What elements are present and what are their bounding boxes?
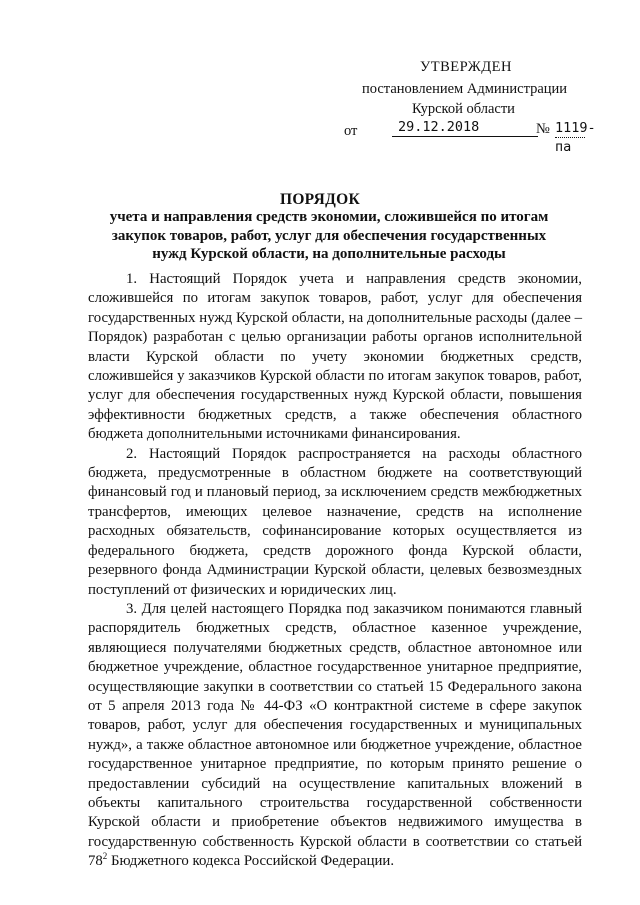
approval-number: 1119-па: [555, 120, 596, 155]
approval-date-row: [340, 118, 610, 155]
document-title: ПОРЯДОК: [279, 191, 361, 208]
document-body: [88, 270, 582, 872]
paragraph-1: 1. Настоящий Порядок учета и направления средств экономии, сложившейся по итогам закупок товаров, работ, услуг для обеспечения государственных нужд Курской области, на дополнительные расходы (далее – Порядок) разработан с целью организации работы органов исполнительной власти Курской области по учету экономии бюджетных средств, сложившейся у заказчиков Курской области по итогам закупок товаров, работ, услуг для обеспечения государственных нужд Курской области, повышения эффективности бюджетных средств, а также обеспечения областного бюджета дополнительными источниками финансирования.: [88, 271, 582, 443]
approval-date: 29.12.2018: [392, 118, 538, 137]
approval-title: УТВЕРЖДЕН: [420, 59, 512, 75]
approval-line-1: постановлением Администрации: [362, 81, 568, 97]
date-prefix: от: [344, 123, 358, 139]
number-underline: [555, 137, 585, 138]
paragraph-3-main: 3. Для целей настоящего Порядка под заказчиком понимаются главный распорядитель бюджетных средств, областное казенное учреждение, являющиеся получателями бюджетных средств, областное автономное или бюджетное учреждение, областное государственное унитарное предприятие, осуществляющие закупки в соответствии со статьей 15 Федерального закона от 5 апреля 2013 года № 44-ФЗ «О контрактной системе в сфере закупок товаров, работ, услуг для обеспечения государственных и муниципальных нужд», а также областное автономное или бюджетное учреждение, областное государственное унитарное предприятие, по которым принято решение о предоставлении субсидий на осуществление капитальных вложений в объекты капитального строительства государственной собственности Курской области и приобретение объектов недвижимого имущества в государственную собственность Курской области в соответствии со статьей 78: [88, 600, 582, 870]
number-sign: №: [536, 121, 550, 137]
paragraph-3: [88, 600, 582, 872]
article-superscript: 2: [102, 851, 108, 862]
paragraph-3-end: Бюджетного кодекса Российской Федерации.: [107, 853, 395, 870]
paragraph-2: 2. Настоящий Порядок распространяется на расходы областного бюджета, предусмотренные в областном бюджете на соответствующий финансовый год и плановый период, за исключением средств межбюджетных трансфертов, имеющих целевое назначение, средств на исполнение расходных обязательств, софинансирование которых осуществляется из федерального бюджета, средств дорожного фонда Курской области, резервного фонда Администрации Курской области, целевых безвозмездных поступлений от физических и юридических лиц.: [88, 445, 582, 598]
approval-line-2: Курской области: [412, 101, 515, 117]
document-subtitle: учета и направления средств экономии, сложившейся по итогам закупок товаров, работ, услуг для обеспечения государственных нужд Курской области, на дополнительные расходы: [109, 209, 549, 262]
